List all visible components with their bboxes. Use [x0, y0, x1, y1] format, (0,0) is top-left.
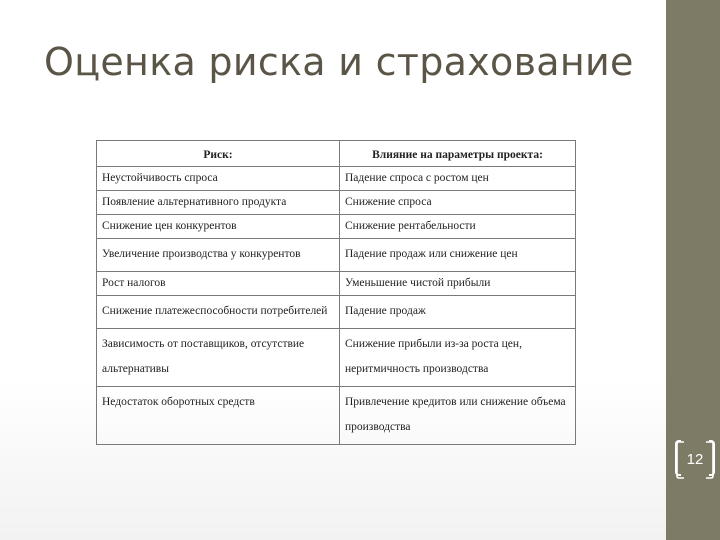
risk-table	[96, 140, 576, 445]
header-impact: Влияние на параметры проекта:	[340, 141, 576, 167]
impact-cell: Уменьшение чистой прибыли	[340, 272, 576, 296]
impact-cell: Падение продаж	[340, 296, 576, 329]
risk-cell: Зависимость от поставщиков, отсутствие альтернативы	[97, 329, 340, 387]
risk-cell: Рост налогов	[97, 272, 340, 296]
impact-cell: Снижение прибыли из-за роста цен, неритмичность производства	[340, 329, 576, 387]
table-row	[97, 215, 576, 239]
impact-cell: Привлечение кредитов или снижение объема производства	[340, 387, 576, 445]
table-row	[97, 239, 576, 272]
table-row	[97, 329, 576, 387]
risk-cell: Увеличение производства у конкурентов	[97, 239, 340, 272]
risk-cell: Появление альтернативного продукта	[97, 191, 340, 215]
table-row	[97, 272, 576, 296]
impact-cell: Падение спроса с ростом цен	[340, 167, 576, 191]
table-header-row	[97, 141, 576, 167]
impact-cell: Снижение спроса	[340, 191, 576, 215]
table-row	[97, 167, 576, 191]
risk-cell: Снижение цен конкурентов	[97, 215, 340, 239]
risk-cell: Недостаток оборотных средств	[97, 387, 340, 445]
impact-cell: Падение продаж или снижение цен	[340, 239, 576, 272]
table-row	[97, 296, 576, 329]
page-number-badge	[675, 440, 715, 480]
table-row	[97, 191, 576, 215]
table-row	[97, 387, 576, 445]
risk-cell: Снижение платежеспособности потребителей	[97, 296, 340, 329]
risk-cell: Неустойчивость спроса	[97, 167, 340, 191]
slide-title: Оценка риска и страхование	[44, 40, 634, 84]
impact-cell: Снижение рентабельности	[340, 215, 576, 239]
header-risk: Риск:	[97, 141, 340, 167]
page-number: 12	[686, 451, 704, 468]
